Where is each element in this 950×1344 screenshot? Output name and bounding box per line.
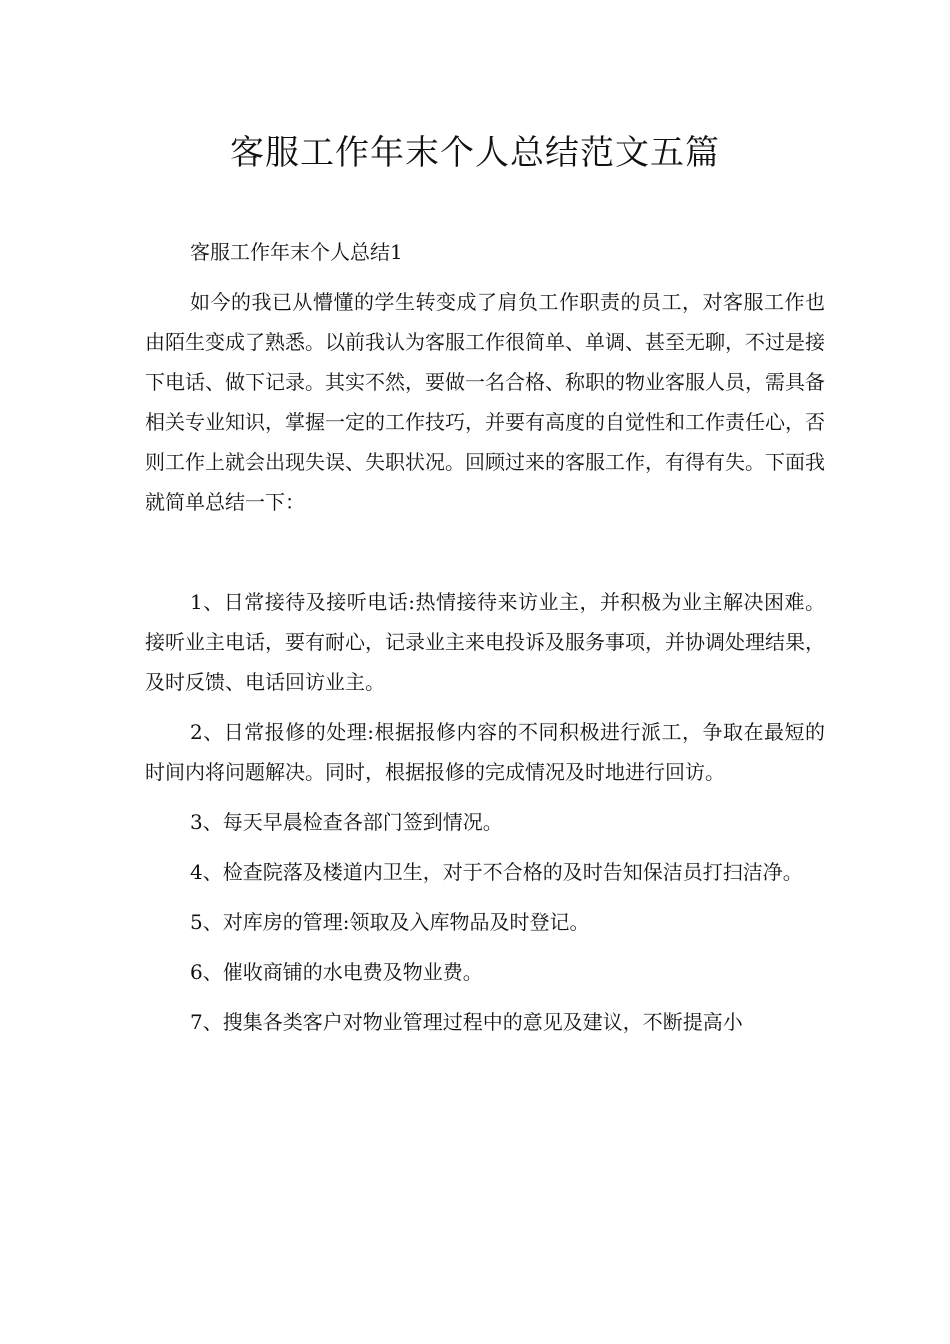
list-item: 5、对库房的管理:领取及入库物品及时登记。 — [190, 910, 590, 934]
list-item: 6、催收商铺的水电费及物业费。 — [190, 960, 483, 984]
document-title: 客服工作年末个人总结范文五篇 — [230, 133, 720, 173]
paragraph-gap — [145, 532, 825, 582]
list-item: 1、日常接待及接听电话:热情接待来访业主，并积极为业主解决困难。接听业主电话，要有耐心，记录业主来电投诉及服务事项，并协调处理结果，及时反馈、电话回访业主。 — [145, 590, 825, 694]
intro-paragraph: 如今的我已从懵懂的学生转变成了肩负工作职责的员工，对客服工作也由陌生变成了熟悉。以前我认为客服工作很简单、单调、甚至无聊，不过是接下电话、做下记录。其实不然，要做一名合格、称职的物业客服人员，需具备相关专业知识，掌握一定的工作技巧，并要有高度的自觉性和工作责任心，否则工作上就会出现失误、失职状况。回顾过来的客服工作，有得有失。下面我就简单总结一下： — [145, 290, 825, 514]
list-item: 2、日常报修的处理:根据报修内容的不同积极进行派工，争取在最短的时间内将问题解决。同时，根据报修的完成情况及时地进行回访。 — [145, 720, 825, 784]
document-body — [145, 232, 825, 1052]
section-subtitle: 客服工作年末个人总结1 — [190, 240, 403, 264]
list-item: 7、搜集各类客户对物业管理过程中的意见及建议，不断提高小 — [190, 1010, 743, 1034]
list-item: 3、每天早晨检查各部门签到情况。 — [190, 810, 503, 834]
list-item: 4、检查院落及楼道内卫生，对于不合格的及时告知保洁员打扫洁净。 — [190, 860, 803, 884]
